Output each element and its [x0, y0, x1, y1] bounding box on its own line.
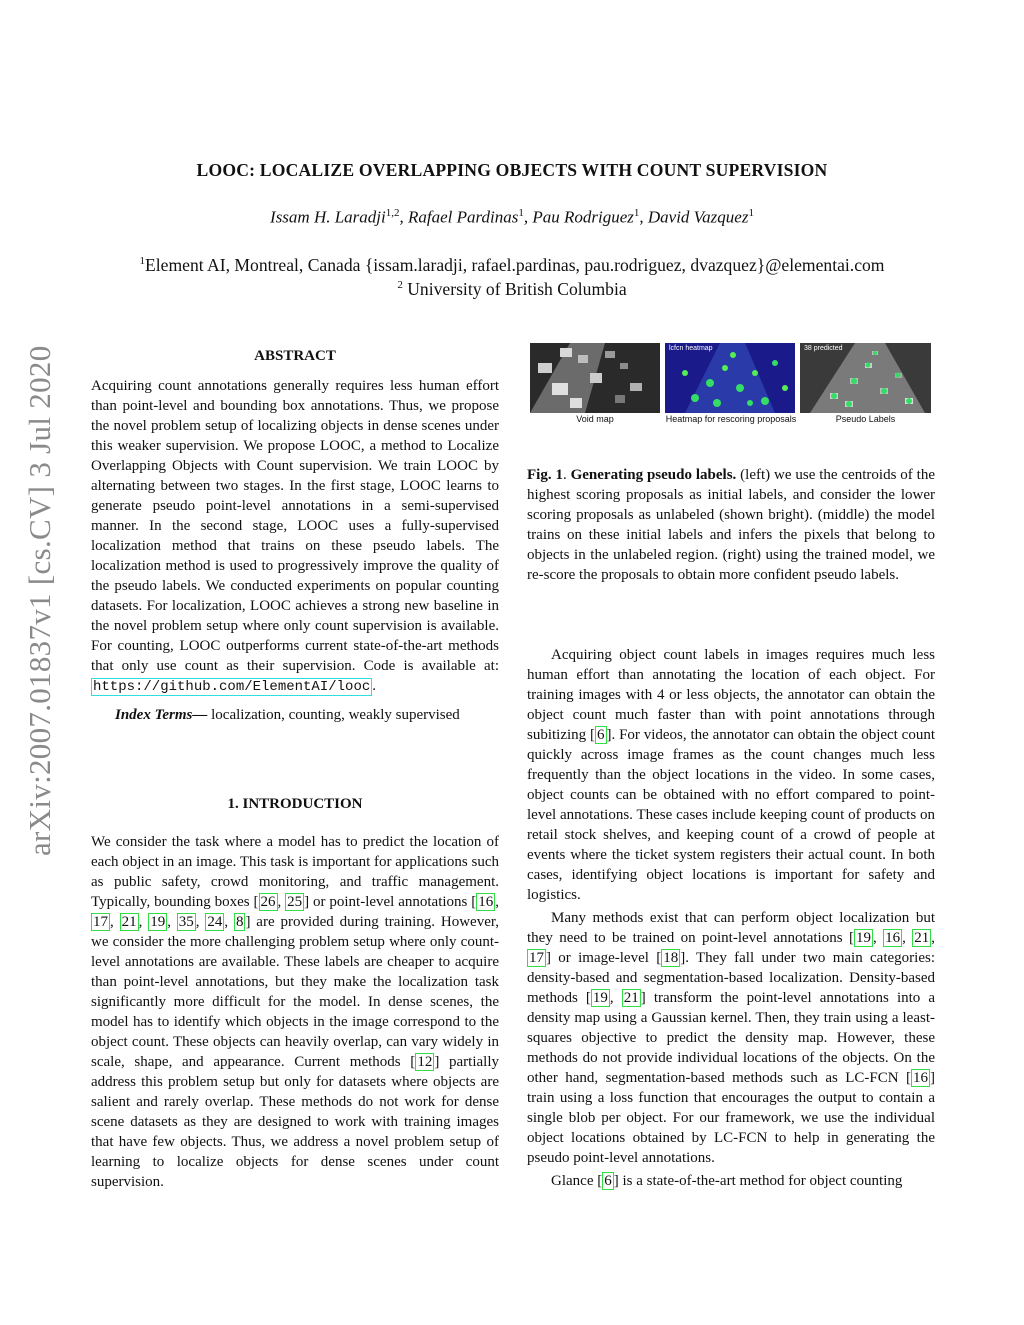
caption-label: Fig. 1 — [527, 467, 563, 483]
affiliation-1: $^1$Element AI, Montreal, Canada {issam.laradji, rafael.pardinas, pau.rodriguez, dvazquez}@elementai.com — [139, 255, 885, 275]
paper-title: LOOC: LOCALIZE OVERLAPPING OBJECTS WITH COUNT SUPERVISION — [196, 160, 828, 180]
citation-link[interactable]: 16 — [885, 930, 901, 946]
figure-panel-heatmap — [665, 343, 795, 413]
citation-link[interactable]: 6 — [597, 727, 605, 743]
heatmap-overlay-label: lcfcn heatmap — [669, 345, 713, 352]
introduction-section — [91, 794, 499, 1192]
citation-link[interactable]: 8 — [235, 914, 244, 930]
citation-link[interactable]: 26 — [260, 894, 276, 910]
citation-link[interactable]: 17 — [529, 950, 544, 966]
figure-caption: Fig. 1. Generating pseudo labels. (left) we use the centroids of the highest scoring proposals as initial labels, and consider the lower scoring proposals as unlabeled (shown bright). (middle) the model trains on these initial labels and infers the pixels that belong to objects in the unlabeled region. (right) using the trained model, we re-score the proposals to obtain more confident pseudo labels. — [527, 467, 935, 583]
figure-panel-void-map — [530, 343, 660, 413]
citation-link[interactable]: 35 — [178, 914, 194, 930]
citation-link[interactable]: 19 — [855, 930, 871, 946]
introduction-heading: 1. INTRODUCTION — [227, 796, 363, 812]
body-paragraph: Many methods exist that can perform object localization but they need to be trained on point-level annotations [ 19 , 16 , 21 , 17 ] or image-level [ 18 ]. They fall under two main categories: density-based and segmentation-based localization. Density-based methods [ 19 , 21 ] transform the point-level annotations into a density map using a Gaussian kernel. Then, they train using a least-squares objective to predict the density map. However, these methods do not provide individual locations of the objects. On the other hand, segmentation-based methods such as LC-FCN [ 16 ] train using a loss function that encourages the output to contain a single blob per object. For our framework, we use the individual object locations obtained by LC-FCN to help in generating the pseudo point-level annotations. — [527, 910, 936, 1166]
panel-label-pseudo-labels: Pseudo Labels — [835, 414, 896, 424]
author-name: Pau Rodriguez — [532, 207, 634, 227]
author-name: Rafael Pardinas — [408, 207, 519, 227]
body-paragraph: Acquiring object count labels in images requires much less human effort than annotating the location of each object. For training images with 4 or less objects, the annotator can obtain the object count much faster than with point annotations through subitizing [ 6 ]. For videos, the annotator can obtain the object count quickly across image frames as the count changes much less frequently than the object locations in the video. In some cases, object counts can be obtained with no effort compared to point-level annotations. These cases include keeping count of products on retail stock shelves, and keeping count of a crowd of people at events where the ticket system registers their actual count. In both cases, identifying object locations is important for safety and logistics. — [527, 647, 935, 903]
affiliation-2: $^2$ University of British Columbia — [397, 279, 627, 299]
figure-panel-pseudo-labels — [800, 343, 931, 413]
citation-link[interactable]: 16 — [478, 894, 494, 910]
citation-link[interactable]: 21 — [623, 990, 639, 1006]
panel-label-heatmap: Heatmap for rescoring proposals — [665, 414, 797, 424]
citation-link[interactable]: 19 — [592, 990, 608, 1006]
author-name: Issam H. Laradji — [270, 207, 386, 227]
void-map-image — [530, 343, 660, 413]
citation-link[interactable]: 19 — [150, 914, 166, 930]
right-column-body — [527, 645, 935, 1191]
caption-title: Generating pseudo labels. — [570, 467, 737, 483]
caption-text: (left) we use the centroids of the highest scoring proposals as initial labels, and consider the lower scoring proposals as unlabeled (shown bright). (middle) the model trains on these initial labels and infers the pixels that belong to objects in the unlabeled region. (right) using the trained model, we re-score the proposals to obtain more confident pseudo labels. — [527, 467, 935, 583]
heatmap-image — [665, 343, 795, 413]
citation-link[interactable]: 24 — [207, 914, 223, 930]
intro-paragraph: We consider the task where a model has to predict the location of each object in an image. This task is important for applications such as public safety, crowd monitoring, and traffic management. Typically, bounding boxes [ 26 , 25 ] or point-level annotations [ 16 , 17 , 21 , 19 , 35 , 24 , 8 ] are provided during training. However, we consider the more challenging problem setup where only count-level annotations are available. These labels are cheaper to acquire than point-level annotations, but they make the localization task significantly more difficult for the model. In dense scenes, the model has to identify which objects in the image correspond to the object count. These objects can heavily overlap, can vary widely in scale, shape, and appearance. Current methods [ 12 ] partially address this problem setup but only for datasets where objects are salient and rarely overlap. These methods do not work for dense scene datasets as they are designed to work with training images that have few objects. Thus, we address a novel problem setup of learning to localize objects for dense scenes under count supervision. — [91, 834, 499, 1190]
citation-link[interactable]: 18 — [663, 950, 679, 966]
citation-link[interactable]: 12 — [417, 1054, 433, 1070]
citation-link[interactable]: 17 — [93, 914, 108, 930]
author-list: Issam H. Laradji$^{1,2}$, Rafael Pardinas$^1$, Pau Rodriguez$^1$, David Vazquez$^1$ — [270, 207, 754, 227]
abstract-section — [91, 346, 499, 725]
code-link[interactable]: https://github.com/ElementAI/looc — [93, 679, 371, 695]
citation-link[interactable]: 25 — [287, 894, 303, 910]
citation-link[interactable]: 16 — [913, 1070, 928, 1086]
body-paragraph: Glance [ 6 ] is a state-of-the-art method for object counting — [551, 1173, 903, 1189]
citation-link[interactable]: 21 — [121, 914, 137, 930]
citation-link[interactable]: 6 — [604, 1173, 612, 1189]
author-name: David Vazquez — [647, 207, 749, 227]
pseudo-labels-overlay-count: 38 predicted — [804, 345, 843, 352]
panel-label-void-map: Void map — [576, 414, 614, 424]
abstract-text: Acquiring count annotations generally requires less human effort than point-level and bounding box annotations. Thus, we propose the novel problem setup of localizing objects in dense scenes under this weaker supervision. We propose LOOC, a method to Localize Overlapping Objects with Count supervision. We train LOOC by alternating between two stages. In the first stage, LOOC learns to generate pseudo point-level annotations in a semi-supervised manner. In the second stage, LOOC uses a fully-supervised localization method that trains on these pseudo labels. The localization method is used to progressively improve the quality of the pseudo labels. We conducted experiments on popular counting datasets. For localization, LOOC achieves a strong new baseline in the novel problem setup where only count supervision is available. For counting, LOOC outperforms current state-of-the-art methods that only use count as their supervision. Code is available at: https://github.com/ElementAI/looc . — [91, 378, 499, 695]
abstract-heading: ABSTRACT — [254, 348, 336, 364]
pseudo-labels-image — [800, 343, 931, 413]
citation-link[interactable]: 21 — [914, 930, 930, 946]
arxiv-identifier: arXiv:2007.01837v1 [cs.CV] 3 Jul 2020 — [22, 345, 57, 856]
index-terms: Index Terms— localization, counting, weakly supervised — [115, 707, 460, 723]
